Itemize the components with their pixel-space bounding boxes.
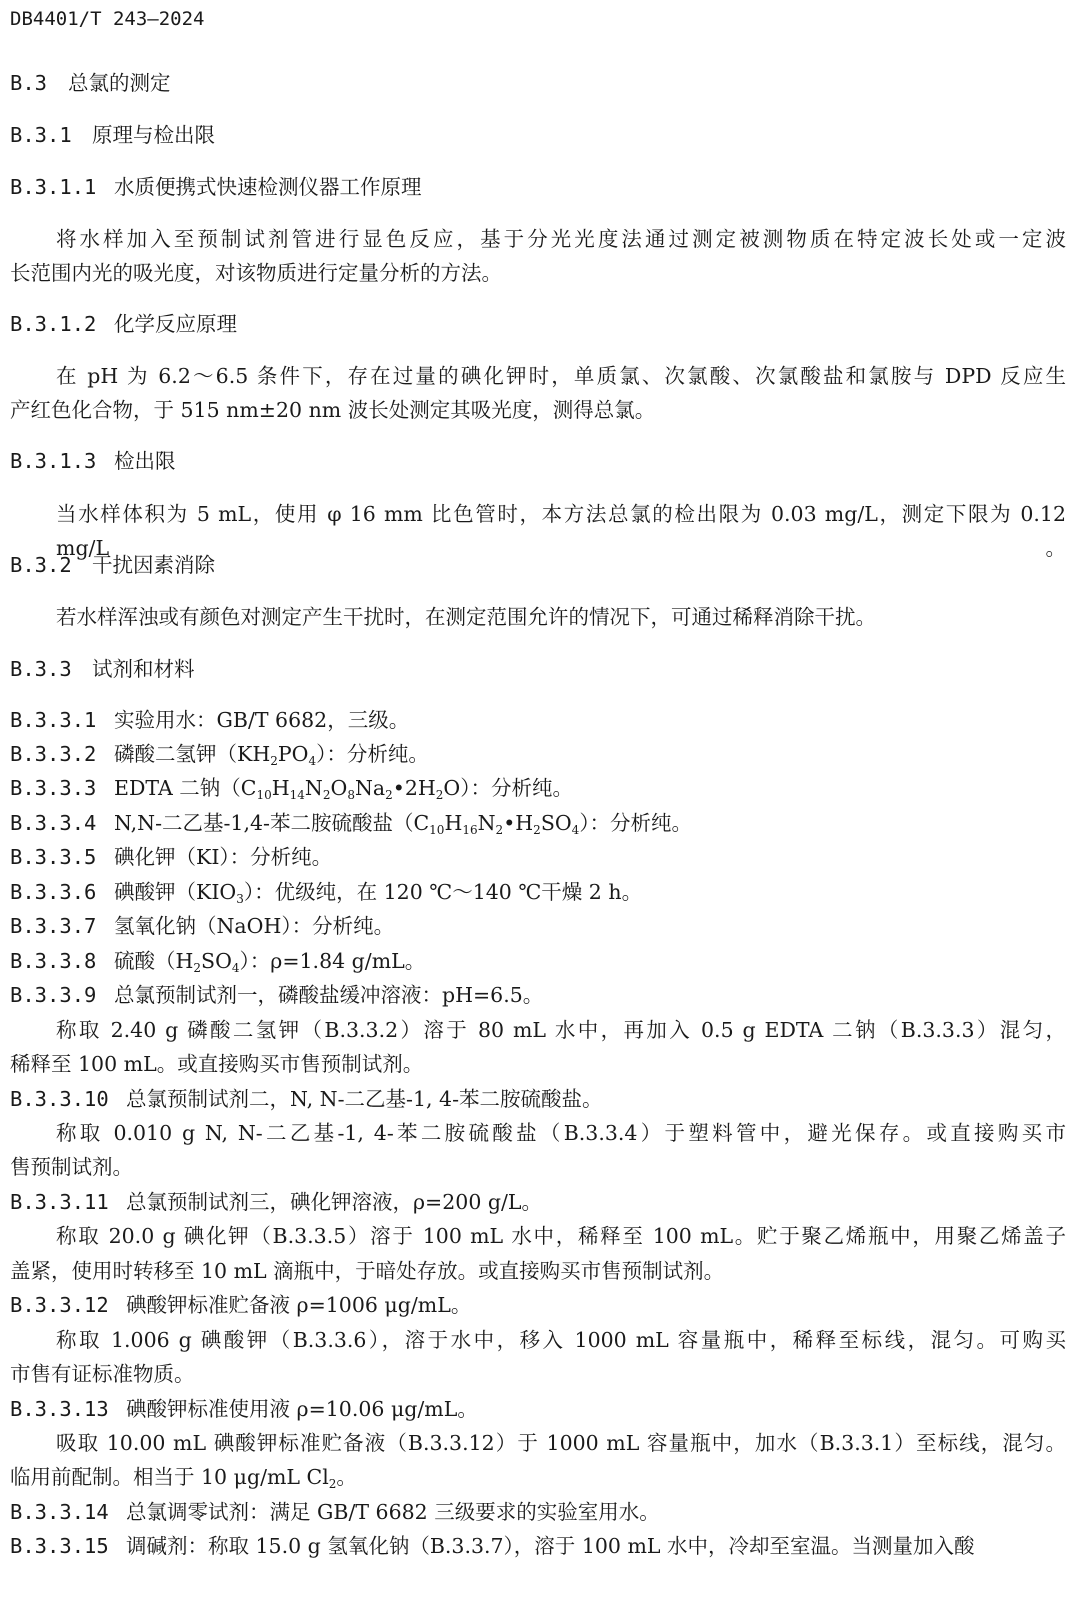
item-number: B.3.3.6 [10,880,97,904]
list-item [10,909,1066,943]
paragraph-line: 当水样体积为 5 mL，使用 φ 16 mm 比色管时，本方法总氯的检出限为 0.03 mg/L，测定下限为 0.12 mg/L。 [56,502,1066,560]
item-text: N,N-二乙基-1,4-苯二胺硫酸盐$(C_{10}H_{16}N_2•H_2SO_4)$：分析纯。 [114,811,693,837]
section-title: 试剂和材料 [92,657,195,681]
section-number: B.3.1.2 [10,312,97,336]
item-number: B.3.3.4 [10,811,97,835]
section-number: B.3 [10,71,48,95]
section-title: 水质便携式快速检测仪器工作原理 [114,175,422,199]
list-item [10,806,1066,840]
document-id: DB4401/T 243—2024 [10,8,205,30]
item-number: B.3.3.2 [10,742,97,766]
list-item [10,875,1066,909]
section-title: 总氯的测定 [68,71,171,95]
section-number: B.3.1 [10,123,72,147]
item-text: 调碱剂：称取 15.0 g 氢氧化钠（B.3.3.7），溶于 100 mL 水中，冷却至室温。当测量加入酸 [126,1534,975,1558]
item-number: B.3.3.14 [10,1500,109,1524]
item-number: B.3.3.10 [10,1087,109,1111]
item-number: B.3.3.15 [10,1534,109,1558]
item-number: B.3.3.12 [10,1293,109,1317]
item-number: B.3.3.3 [10,776,97,800]
item-number: B.3.3.7 [10,914,97,938]
item-text: 氢氧化钠（NaOH）：分析纯。 [114,914,395,938]
list-item [10,1082,1066,1116]
list-item [10,978,1066,1012]
list-item [10,703,1066,737]
list-item [10,1495,1066,1529]
section-number: B.3.3 [10,657,72,681]
paragraph-line: 产红色化合物，于 515 nm±20 nm 波长处测定其吸光度，测得总氯。 [10,398,656,422]
item-text: 总氯调零试剂：满足 GB/T 6682 三级要求的实验室用水。 [126,1500,660,1524]
section-title: 干扰因素消除 [92,553,215,577]
paragraph-line: 长范围内光的吸光度，对该物质进行定量分析的方法。 [10,261,502,285]
section-title: 化学反应原理 [114,312,237,336]
section-heading-b311 [10,170,1066,204]
item-text: 总氯预制试剂一，磷酸盐缓冲溶液：pH=6.5。 [114,983,544,1007]
paragraph-line: 在 pH 为 6.2～6.5 条件下，存在过量的碘化钾时，单质氯、次氯酸、次氯酸盐和氯胺与 DPD 反应生 [56,364,1066,388]
paragraph-line: 称取 1.006 g 碘酸钾（B.3.3.6），溶于水中，移入 1000 mL 容量瓶中，稀释至标线，混匀。可购买 [56,1328,1066,1352]
item-number: B.3.3.11 [10,1190,109,1214]
section-heading-b3 [10,66,1066,100]
section-number: B.3.1.3 [10,449,97,473]
item-text: 总氯预制试剂二，N, N-二乙基-1, 4-苯二胺硫酸盐。 [126,1087,603,1111]
paragraph-line: 稀释至 100 mL。或直接购买市售预制试剂。 [10,1052,424,1076]
item-text: 硫酸$(H_2SO_4)$：ρ=1.84 g/mL。 [114,949,426,975]
list-item [10,944,1066,978]
section-heading-b33 [10,652,1066,686]
section-heading-b32 [10,548,1066,582]
item-text: EDTA 二钠$(C_{10}H_{14}N_2O_8Na_2•2H_2O)$：分析纯。 [114,776,573,802]
paragraph-line: 称取 20.0 g 碘化钾（B.3.3.5）溶于 100 mL 水中，稀释至 100 mL。贮于聚乙烯瓶中，用聚乙烯盖子 [56,1224,1066,1248]
list-item [10,1288,1066,1322]
item-text: 磷酸二氢钾$(KH_2PO_4)$：分析纯。 [114,742,429,768]
section-heading-b313 [10,444,1066,478]
item-text: 总氯预制试剂三，碘化钾溶液，ρ=200 g/L。 [126,1190,543,1214]
section-title: 原理与检出限 [92,123,215,147]
paragraph-line: 称取 0.010 g N, N-二乙基-1, 4-苯二胺硫酸盐（B.3.3.4）于塑料管中，避光保存。或直接购买市 [56,1121,1066,1145]
paragraph-line: 盖紧，使用时转移至 10 mL 滴瓶中，于暗处存放。或直接购买市售预制试剂。 [10,1259,725,1283]
paragraph-line: 吸取 10.00 mL 碘酸钾标准贮备液（B.3.3.12）于 1000 mL 容量瓶中，加水（B.3.3.1）至标线，混匀。 [56,1431,1066,1455]
paragraph-line: 售预制试剂。 [10,1155,133,1179]
item-number: B.3.3.9 [10,983,97,1007]
item-number: B.3.3.5 [10,845,97,869]
paragraph-line: 将水样加入至预制试剂管进行显色反应，基于分光光度法通过测定被测物质在特定波长处或一定波 [56,227,1066,251]
section-heading-b31 [10,118,1066,152]
paragraph-line: 若水样浑浊或有颜色对测定产生干扰时，在测定范围允许的情况下，可通过稀释消除干扰。 [56,605,876,629]
paragraph-line: 称取 2.40 g 磷酸二氢钾（B.3.3.2）溶于 80 mL 水中，再加入 0.5 g EDTA 二钠（B.3.3.3）混匀， [56,1018,1066,1042]
paragraph-line: 临用前配制。相当于 10 μg/mL $Cl_2$。 [10,1465,357,1491]
list-item [10,1392,1066,1426]
list-item [10,1529,1066,1563]
item-text: 碘酸钾标准贮备液 ρ=1006 μg/mL。 [126,1293,472,1317]
section-heading-b312 [10,307,1066,341]
item-number: B.3.3.1 [10,708,97,732]
paragraph-line: 市售有证标准物质。 [10,1362,195,1386]
section-title: 检出限 [114,449,176,473]
list-item [10,737,1066,771]
item-number: B.3.3.8 [10,949,97,973]
item-text: 碘酸钾标准使用液 ρ=10.06 μg/mL。 [126,1397,478,1421]
list-item [10,1185,1066,1219]
section-number: B.3.1.1 [10,175,97,199]
item-text: 碘化钾（KI）：分析纯。 [114,845,333,869]
list-item [10,840,1066,874]
item-number: B.3.3.13 [10,1397,109,1421]
item-text: 碘酸钾$(KIO_3)$：优级纯，在 120 ℃～140 ℃干燥 2 h。 [114,880,643,906]
list-item [10,771,1066,805]
section-number: B.3.2 [10,553,72,577]
item-text: 实验用水：GB/T 6682，三级。 [114,708,410,732]
